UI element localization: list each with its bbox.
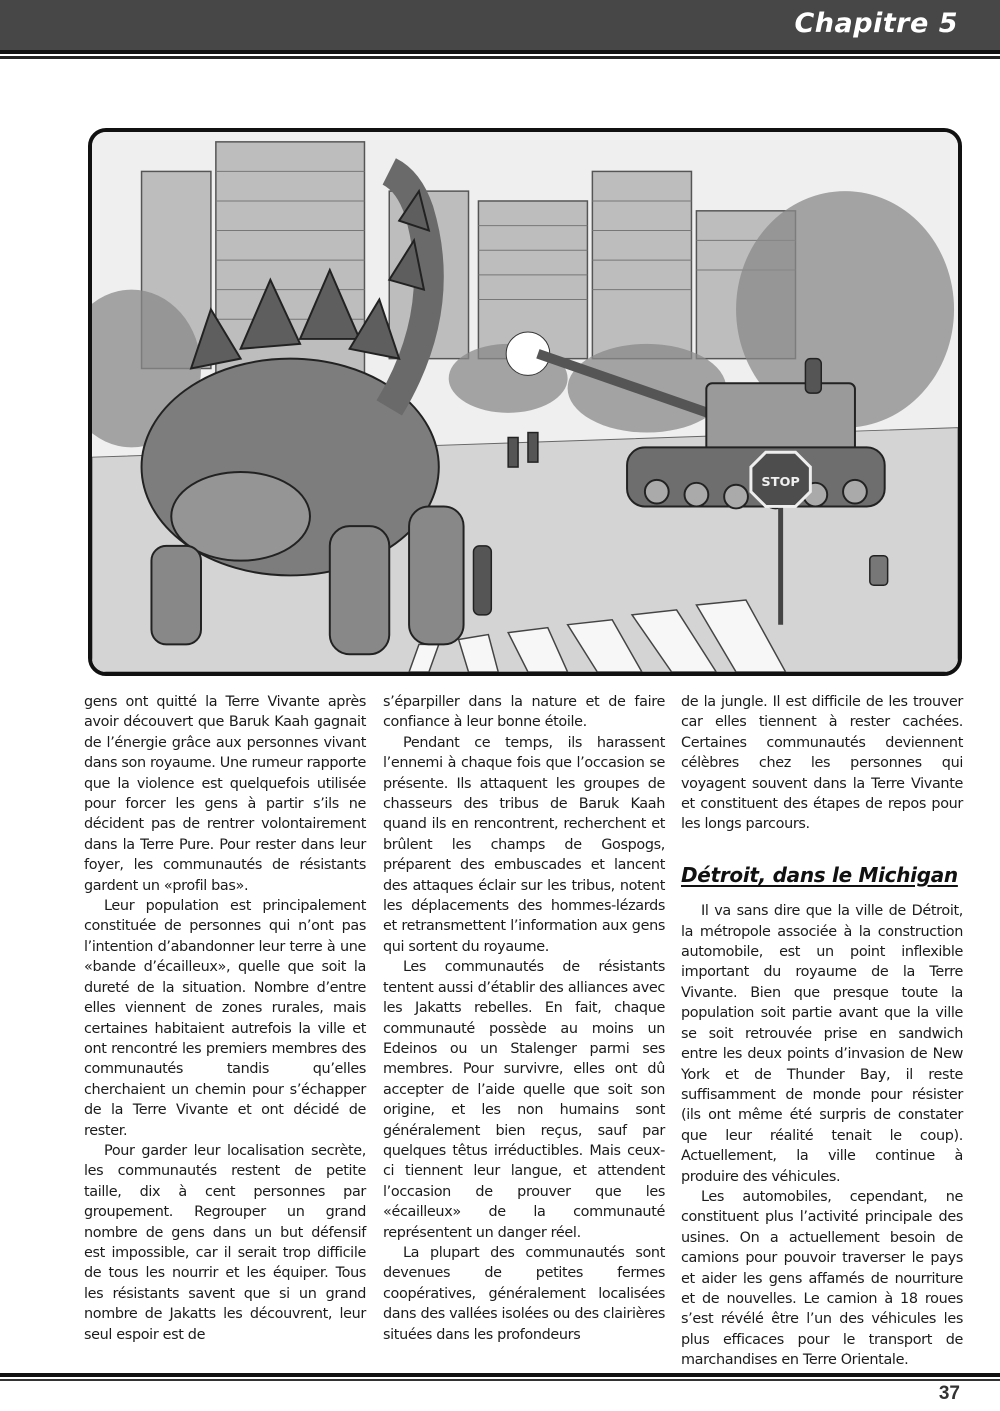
illustration-artwork — [92, 132, 958, 672]
paragraph: Les communautés de résistants tentent aussi d’établir des alliances avec les Jakatts rebelles. En fait, chaque communauté possède au moins un Edeinos ou un Stalenger parmi ses membres. Pour survivre, elles ont dû accepter de l’aide quelle que soit son origine, et les non humains sont généralement bien reçus, sauf par quelques têtus irréductibles. Mais ceux-ci tiennent leur langue, et attendent l’occasion de prouver que les «écailleux» de la communauté représentent un danger réel. — [383, 959, 665, 1241]
paragraph: Les automobiles, cependant, ne constituent plus l’activité principale des usines. On a actuellement besoin de camions pour pouvoir traverser le pays et aider les gens affamés de nourriture et de nouvelles. Le camion à 18 roues s’est révélé être l’un des véhicules les plus efficaces pour le transport de marchandises en Terre Orientale. — [681, 1188, 963, 1369]
paragraph: de la jungle. Il est difficile de les trouver car elles tiennent à rester cachées. Certaines communautés deviennent célèbres chez les personnes qui voyagent souvent dans la Terre Vivante et constituent des étapes de repos pour les longs parcours. — [681, 694, 963, 833]
paragraph: Il va sans dire que la ville de Détroit, la métropole associée à la construction automobile, est un point inflexible important du royaume de la Terre Vivante. Bien que presque toute la population soit partie avant que la ville se soit retrouvée prise en sandwich entre les deux points d’invasion de New York et de Thunder Bay, il reste suffisamment de monde pour résister (ils ont même été surpris de constater que leur réalité tenait le coup). Actuellement, la ville continue à produire des véhicules. — [681, 903, 963, 1185]
text-column-2 — [383, 692, 665, 1345]
text-column-1 — [84, 692, 366, 1345]
paragraph: s’éparpiller dans la nature et de faire confiance à leur bonne étoile. — [383, 694, 665, 731]
text-column-3 — [681, 692, 963, 1371]
paragraph: Pour garder leur localisation secrète, les communautés restent de petite taille, dix à cent personnes par groupement. Regrouper un grand nombre de gens dans un but défensif est impossible, car il serait trop difficile de tous les nourrir et les équiper. Tous les résistants savent que si un grand nombre de Jakatts les découvrent, leur seul espoir est de — [84, 1142, 366, 1343]
illustration-monster-vs-tank — [88, 128, 962, 676]
section-heading-detroit: Détroit, dans le Michigan — [681, 862, 958, 887]
svg-text:STOP: STOP — [761, 474, 800, 490]
paragraph: La plupart des communautés sont devenues de petites fermes coopératives, généralement localisées dans des vallées isolées ou des clairières situées dans les profondeurs — [383, 1244, 665, 1343]
page-number: 37 — [938, 1383, 960, 1404]
paragraph: Pendant ce temps, ils harassent l’ennemi à chaque fois que l’occasion se présente. Ils attaquent les groupes de chasseurs des tribus de Baruk Kaah quand ils en rencontrent, recherchent et brûlent les champs de Gospogs, préparent des embuscades et lancent des attaques éclair sur les tribus, notent les déplacements des hommes-lézards et retransmettent l’information aux gens qui sortent du royaume. — [383, 734, 665, 955]
paragraph: gens ont quitté la Terre Vivante après avoir découvert que Baruk Kaah gagnait de l’énergie grâce aux personnes vivant dans son royaume. Une rumeur rapporte que la violence est quelquefois utilisée pour forcer les gens à partir s’ils ne décident pas de rentrer volontairement dans la Terre Pure. Pour rester dans leur foyer, les communautés de résistants gardent un «profil bas». — [84, 694, 366, 894]
paragraph: Leur population est principalement constituée de personnes qui n’ont pas l’intention d’abandonner leur terre à une «bande d’écailleux», quelle que soit la dureté de la situation. Nombre d’entre elles viennent de zones rurales, mais certaines habitaient autrefois la ville et ont rencontré les premiers membres des communautés tandis qu’elles cherchaient un chemin pour s’échapper de la Terre Vivante et ont décidé de rester. — [84, 898, 366, 1139]
chapter-title: Chapitre 5 — [794, 8, 958, 39]
chapter-header-band — [0, 0, 1000, 50]
header-rule-thin — [0, 56, 1000, 59]
footer-rule-thin — [0, 1379, 1000, 1381]
